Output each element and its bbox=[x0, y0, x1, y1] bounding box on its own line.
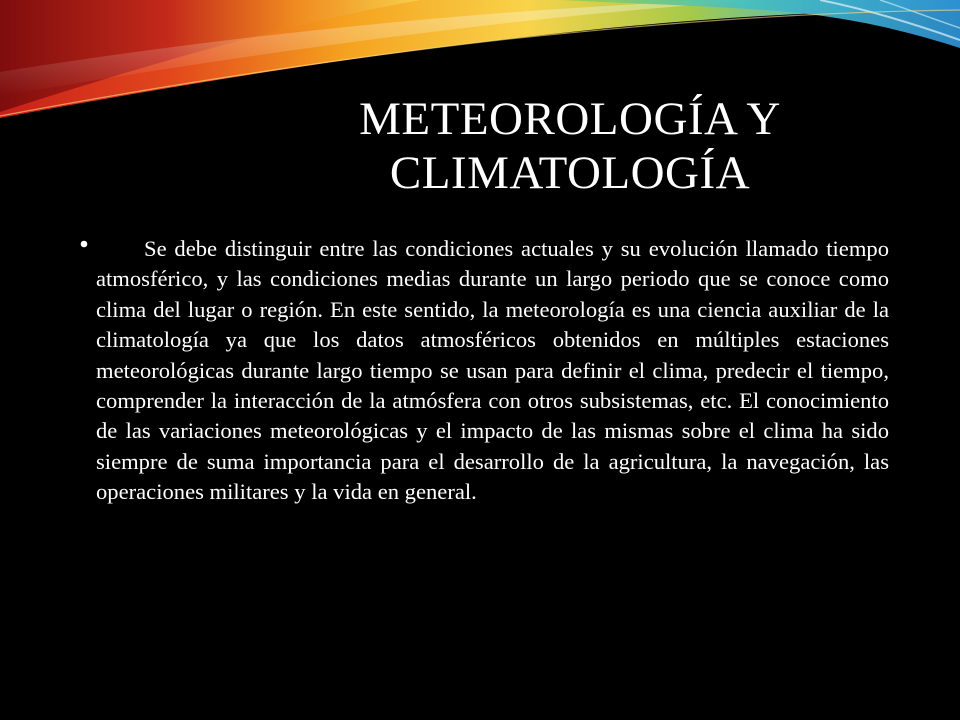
slide-title-line-1: METEOROLOGÍA Y bbox=[359, 93, 781, 145]
slide-title bbox=[270, 92, 870, 200]
slide-title-line-2: CLIMATOLOGÍA bbox=[389, 147, 751, 199]
bullet-dot-icon bbox=[81, 241, 88, 248]
body-paragraph: Se debe distinguir entre las condiciones actuales y su evolución llamado tiempo atmosférico, y las condiciones medias durante un largo periodo que se conoce como clima del lugar o región. En este sentido, la meteorología es una ciencia auxiliar de la climatología ya que los datos atmosféricos obtenidos en múltiples estaciones meteorológicas durante largo tiempo se usan para definir el clima, predecir el tiempo, comprender la interacción de la atmósfera con otros subsistemas, etc. El conocimiento de las variaciones meteorológicas y el impacto de las mismas sobre el clima ha sido siempre de suma importancia para el desarrollo de la agricultura, la navegación, las operaciones militares y la vida en general. bbox=[96, 236, 889, 505]
